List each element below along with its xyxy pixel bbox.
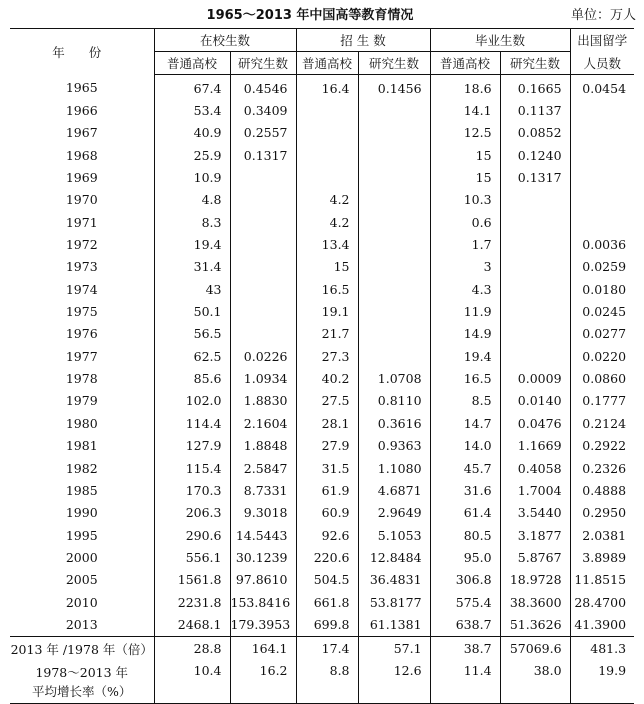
year-cell: 1970 (65, 192, 98, 208)
value-cell: 2.0381 (570, 524, 634, 546)
value-cell (230, 300, 296, 322)
value-cell: 19.1 (296, 300, 358, 322)
value-cell: 0.0259 (570, 256, 634, 278)
value-cell: 61.9 (296, 479, 358, 501)
year-cell: 1975 (65, 304, 98, 320)
year-column-header: 年 份 (10, 29, 154, 75)
table-row (10, 546, 634, 568)
value-cell: 14.5443 (230, 524, 296, 546)
value-cell: 2.1604 (230, 412, 296, 434)
value-cell: 15 (430, 166, 500, 188)
summary-cell: 38.0 (500, 661, 570, 704)
value-cell: 53.4 (154, 99, 230, 121)
year-cell: 1995 (65, 527, 98, 543)
value-cell: 306.8 (430, 569, 500, 591)
value-cell: 0.0852 (500, 122, 570, 144)
value-cell: 0.0454 (570, 75, 634, 100)
summary-cell: 57069.6 (500, 636, 570, 661)
table-row (10, 479, 634, 501)
year-cell: 1967 (65, 125, 98, 141)
table-row (10, 613, 634, 636)
value-cell: 16.4 (296, 75, 358, 100)
summary-row-ratio (10, 636, 634, 661)
enrolled-graduate-header: 研究生数 (230, 52, 296, 75)
value-cell: 206.3 (154, 502, 230, 524)
year-cell: 1972 (65, 237, 98, 253)
summary-cell: 11.4 (430, 661, 500, 704)
value-cell: 1.1080 (358, 457, 430, 479)
value-cell: 1561.8 (154, 569, 230, 591)
value-cell: 0.2326 (570, 457, 634, 479)
value-cell: 0.3409 (230, 99, 296, 121)
value-cell (500, 345, 570, 367)
value-cell: 2468.1 (154, 613, 230, 636)
table-row (10, 524, 634, 546)
value-cell (296, 144, 358, 166)
year-cell: 2010 (65, 594, 98, 610)
value-cell: 12.5 (430, 122, 500, 144)
value-cell: 30.1239 (230, 546, 296, 568)
value-cell: 0.1137 (500, 99, 570, 121)
value-cell: 0.2557 (230, 122, 296, 144)
education-table (10, 28, 634, 704)
year-cell: 1965 (65, 80, 98, 96)
value-cell (358, 189, 430, 211)
summary-label (10, 661, 154, 704)
value-cell (230, 323, 296, 345)
value-cell: 67.4 (154, 75, 230, 100)
year-cell: 1982 (65, 460, 98, 476)
value-cell (570, 99, 634, 121)
summary-cell: 8.8 (296, 661, 358, 704)
value-cell: 3.1877 (500, 524, 570, 546)
abroad-header-line2: 人员数 (570, 52, 634, 75)
value-cell: 0.1665 (500, 75, 570, 100)
value-cell: 699.8 (296, 613, 358, 636)
value-cell: 0.6 (430, 211, 500, 233)
value-cell: 0.0860 (570, 367, 634, 389)
value-cell: 0.3616 (358, 412, 430, 434)
value-cell: 18.6 (430, 75, 500, 100)
value-cell (570, 122, 634, 144)
summary-cell: 17.4 (296, 636, 358, 661)
value-cell: 153.8416 (230, 591, 296, 613)
value-cell: 0.1317 (500, 166, 570, 188)
value-cell: 21.7 (296, 323, 358, 345)
value-cell (500, 300, 570, 322)
value-cell: 0.4888 (570, 479, 634, 501)
value-cell (296, 99, 358, 121)
value-cell: 0.1317 (230, 144, 296, 166)
value-cell: 40.2 (296, 367, 358, 389)
value-cell: 0.4546 (230, 75, 296, 100)
summary-cell: 12.6 (358, 661, 430, 704)
table-row (10, 569, 634, 591)
value-cell: 9.3018 (230, 502, 296, 524)
value-cell (500, 256, 570, 278)
table-row (10, 211, 634, 233)
value-cell: 31.4 (154, 256, 230, 278)
value-cell: 556.1 (154, 546, 230, 568)
table-row (10, 390, 634, 412)
table-row (10, 144, 634, 166)
year-cell: 1977 (65, 348, 98, 364)
value-cell: 114.4 (154, 412, 230, 434)
value-cell: 0.0180 (570, 278, 634, 300)
value-cell: 19.4 (154, 233, 230, 255)
value-cell: 15 (430, 144, 500, 166)
value-cell: 0.9363 (358, 435, 430, 457)
table-row (10, 300, 634, 322)
value-cell (500, 211, 570, 233)
table-row (10, 591, 634, 613)
summary-cell: 38.7 (430, 636, 500, 661)
value-cell: 11.9 (430, 300, 500, 322)
value-cell (358, 323, 430, 345)
value-cell: 14.0 (430, 435, 500, 457)
value-cell (296, 166, 358, 188)
year-cell: 1971 (65, 214, 98, 230)
year-cell: 1985 (65, 482, 98, 498)
value-cell: 661.8 (296, 591, 358, 613)
value-cell: 3.5440 (500, 502, 570, 524)
value-cell: 504.5 (296, 569, 358, 591)
value-cell: 0.0036 (570, 233, 634, 255)
value-cell (358, 300, 430, 322)
year-cell: 2000 (65, 549, 98, 565)
table-header (10, 29, 634, 75)
table-row (10, 412, 634, 434)
value-cell: 0.8110 (358, 390, 430, 412)
value-cell: 179.3953 (230, 613, 296, 636)
value-cell: 4.2 (296, 211, 358, 233)
value-cell: 0.0245 (570, 300, 634, 322)
value-cell: 60.9 (296, 502, 358, 524)
value-cell (358, 233, 430, 255)
value-cell: 95.0 (430, 546, 500, 568)
table-row (10, 278, 634, 300)
value-cell: 15 (296, 256, 358, 278)
value-cell (500, 278, 570, 300)
table-row (10, 323, 634, 345)
value-cell: 27.5 (296, 390, 358, 412)
value-cell: 28.4700 (570, 591, 634, 613)
value-cell: 0.0220 (570, 345, 634, 367)
year-cell: 1990 (65, 505, 98, 521)
admitted-graduate-header: 研究生数 (358, 52, 430, 75)
value-cell: 2231.8 (154, 591, 230, 613)
value-cell: 53.8177 (358, 591, 430, 613)
value-cell: 0.0226 (230, 345, 296, 367)
value-cell: 19.4 (430, 345, 500, 367)
table-summary (10, 636, 634, 703)
year-cell: 1981 (65, 438, 98, 454)
value-cell: 290.6 (154, 524, 230, 546)
value-cell: 45.7 (430, 457, 500, 479)
year-cell: 2013 (65, 616, 98, 632)
table-row (10, 99, 634, 121)
table-row (10, 189, 634, 211)
value-cell: 11.8515 (570, 569, 634, 591)
value-cell: 8.5 (430, 390, 500, 412)
year-cell: 1979 (65, 393, 98, 409)
value-cell: 1.8848 (230, 435, 296, 457)
value-cell: 220.6 (296, 546, 358, 568)
year-cell: 1980 (65, 415, 98, 431)
value-cell (358, 211, 430, 233)
value-cell: 127.9 (154, 435, 230, 457)
value-cell (230, 278, 296, 300)
table-body (10, 75, 634, 637)
summary-cell: 28.8 (154, 636, 230, 661)
value-cell: 18.9728 (500, 569, 570, 591)
summary-cell: 57.1 (358, 636, 430, 661)
value-cell: 1.1669 (500, 435, 570, 457)
value-cell: 5.8767 (500, 546, 570, 568)
value-cell: 80.5 (430, 524, 500, 546)
value-cell: 0.0277 (570, 323, 634, 345)
value-cell: 4.3 (430, 278, 500, 300)
value-cell: 4.6871 (358, 479, 430, 501)
year-cell: 1973 (65, 259, 98, 275)
table-row (10, 367, 634, 389)
value-cell: 8.7331 (230, 479, 296, 501)
value-cell: 0.0140 (500, 390, 570, 412)
value-cell: 13.4 (296, 233, 358, 255)
value-cell: 10.3 (430, 189, 500, 211)
value-cell: 62.5 (154, 345, 230, 367)
value-cell: 14.1 (430, 99, 500, 121)
value-cell (500, 323, 570, 345)
value-cell: 41.3900 (570, 613, 634, 636)
value-cell: 4.2 (296, 189, 358, 211)
year-cell: 2005 (65, 572, 98, 588)
value-cell: 4.8 (154, 189, 230, 211)
value-cell: 43 (154, 278, 230, 300)
value-cell (230, 256, 296, 278)
value-cell: 36.4831 (358, 569, 430, 591)
value-cell: 8.3 (154, 211, 230, 233)
value-cell (358, 144, 430, 166)
value-cell (570, 211, 634, 233)
value-cell (230, 189, 296, 211)
value-cell: 85.6 (154, 367, 230, 389)
value-cell: 0.4058 (500, 457, 570, 479)
value-cell: 5.1053 (358, 524, 430, 546)
table-row (10, 122, 634, 144)
value-cell: 0.1777 (570, 390, 634, 412)
table-caption (0, 4, 644, 24)
summary-cell: 10.4 (154, 661, 230, 704)
value-cell: 575.4 (430, 591, 500, 613)
graduates-regular-header: 普通高校 (430, 52, 500, 75)
value-cell: 38.3600 (500, 591, 570, 613)
value-cell: 0.2950 (570, 502, 634, 524)
value-cell: 28.1 (296, 412, 358, 434)
value-cell (358, 256, 430, 278)
value-cell (570, 144, 634, 166)
admitted-group-header: 招 生 数 (296, 29, 430, 52)
value-cell: 31.6 (430, 479, 500, 501)
unit-label: 单位：万人 (570, 8, 636, 23)
value-cell: 56.5 (154, 323, 230, 345)
value-cell: 50.1 (154, 300, 230, 322)
value-cell: 1.0708 (358, 367, 430, 389)
value-cell: 1.7004 (500, 479, 570, 501)
summary-label: 2013 年 /1978 年（倍） (10, 636, 154, 661)
value-cell: 2.5847 (230, 457, 296, 479)
value-cell: 3.8989 (570, 546, 634, 568)
value-cell: 61.4 (430, 502, 500, 524)
year-cell: 1976 (65, 326, 98, 342)
admitted-regular-header: 普通高校 (296, 52, 358, 75)
value-cell: 14.7 (430, 412, 500, 434)
value-cell: 40.9 (154, 122, 230, 144)
value-cell (230, 166, 296, 188)
value-cell: 1.0934 (230, 367, 296, 389)
value-cell (358, 122, 430, 144)
value-cell: 16.5 (430, 367, 500, 389)
table-title: 1965～2013 年中国高等教育情况 (206, 8, 414, 23)
summary-cell: 164.1 (230, 636, 296, 661)
year-cell: 1978 (65, 371, 98, 387)
value-cell: 27.9 (296, 435, 358, 457)
table-row (10, 166, 634, 188)
value-cell: 638.7 (430, 613, 500, 636)
year-cell: 1974 (65, 281, 98, 297)
summary-cell: 16.2 (230, 661, 296, 704)
value-cell: 2.9649 (358, 502, 430, 524)
value-cell: 0.1456 (358, 75, 430, 100)
table-row (10, 502, 634, 524)
value-cell: 10.9 (154, 166, 230, 188)
value-cell: 1.7 (430, 233, 500, 255)
summary-label-line1: 1978～2013 年 (35, 664, 129, 680)
value-cell: 102.0 (154, 390, 230, 412)
value-cell: 0.1240 (500, 144, 570, 166)
table-row (10, 457, 634, 479)
value-cell: 31.5 (296, 457, 358, 479)
value-cell: 27.3 (296, 345, 358, 367)
value-cell: 0.2124 (570, 412, 634, 434)
value-cell: 97.8610 (230, 569, 296, 591)
value-cell: 170.3 (154, 479, 230, 501)
value-cell (358, 166, 430, 188)
year-cell: 1966 (65, 103, 98, 119)
value-cell: 115.4 (154, 457, 230, 479)
year-cell: 1968 (65, 147, 98, 163)
value-cell (570, 189, 634, 211)
value-cell (358, 99, 430, 121)
value-cell: 51.3626 (500, 613, 570, 636)
value-cell (230, 233, 296, 255)
value-cell (358, 278, 430, 300)
value-cell: 16.5 (296, 278, 358, 300)
enrolled-group-header: 在校生数 (154, 29, 296, 52)
table-row (10, 435, 634, 457)
summary-cell: 481.3 (570, 636, 634, 661)
value-cell: 25.9 (154, 144, 230, 166)
value-cell (570, 166, 634, 188)
value-cell: 0.0009 (500, 367, 570, 389)
value-cell: 14.9 (430, 323, 500, 345)
graduates-group-header: 毕业生数 (430, 29, 570, 52)
value-cell (500, 189, 570, 211)
value-cell (500, 233, 570, 255)
abroad-header-line1: 出国留学 (570, 29, 634, 52)
value-cell: 3 (430, 256, 500, 278)
value-cell: 12.8484 (358, 546, 430, 568)
value-cell: 92.6 (296, 524, 358, 546)
summary-cell: 19.9 (570, 661, 634, 704)
value-cell (296, 122, 358, 144)
table-row (10, 345, 634, 367)
graduates-graduate-header: 研究生数 (500, 52, 570, 75)
value-cell: 0.2922 (570, 435, 634, 457)
table-row (10, 75, 634, 100)
table-row (10, 256, 634, 278)
summary-label-line2: 平均增长率（%） (32, 683, 132, 699)
value-cell: 61.1381 (358, 613, 430, 636)
value-cell (230, 211, 296, 233)
value-cell: 1.8830 (230, 390, 296, 412)
year-cell: 1969 (65, 170, 98, 186)
enrolled-regular-header: 普通高校 (154, 52, 230, 75)
value-cell: 0.0476 (500, 412, 570, 434)
summary-row-growth (10, 661, 634, 704)
value-cell (358, 345, 430, 367)
table-row (10, 233, 634, 255)
